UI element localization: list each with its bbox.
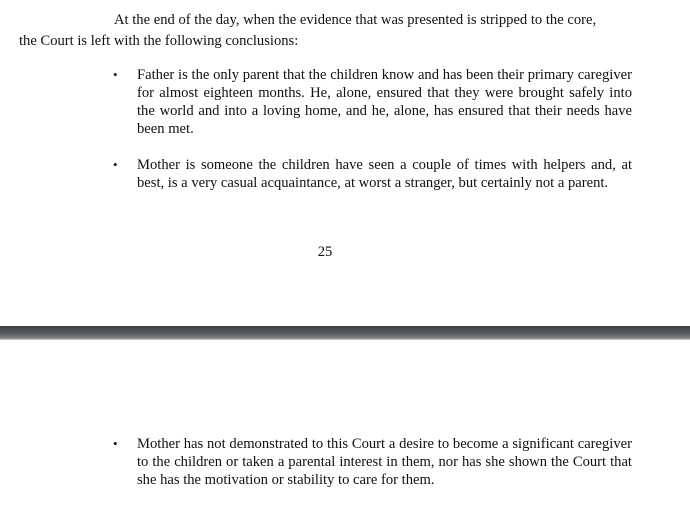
bullet-item-father: Father is the only parent that the children know and has been their primary caregiver for almost eighteen months. He, alone, ensured that they were brought safely into the world and into a loving home, and he, alone, has ensured that their needs have been met. <box>137 67 632 137</box>
paragraph-line-1: At the end of the day, when the evidence that was presented is stripped to the core, <box>114 12 597 28</box>
bullet-item-mother-interest: Mother has not demonstrated to this Court a desire to become a significant caregiver to the children or taken a parental interest in them, nor has she shown the Court that she has the motivation or stability to care for them. <box>137 436 632 488</box>
paragraph-line-2: the Court is left with the following conclusions: <box>19 33 299 49</box>
bullet-icon: • <box>113 67 118 82</box>
page-number: 25 <box>317 244 333 260</box>
document-page-26 <box>0 340 690 506</box>
bullet-icon: • <box>113 157 118 172</box>
bullet-icon: • <box>113 436 118 451</box>
bullet-item-mother: Mother is someone the children have seen a couple of times with helpers and, at best, is a very casual acquaintance, at worst a stranger, but certainly not a parent. <box>137 157 632 191</box>
page-break-separator <box>0 326 690 340</box>
